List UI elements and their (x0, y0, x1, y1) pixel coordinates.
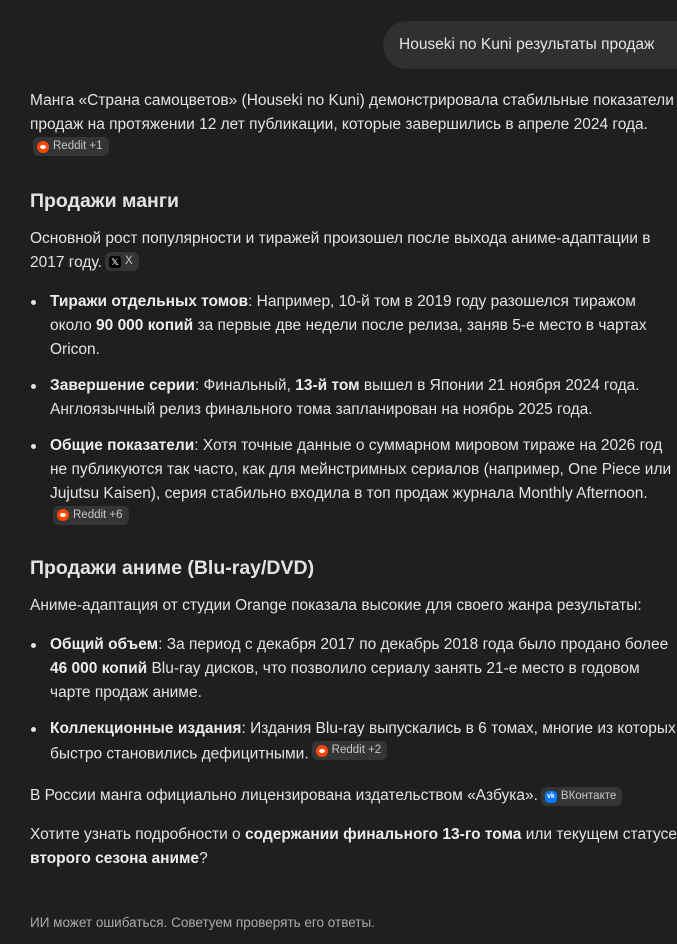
list-item-title: Завершение серии (50, 376, 195, 394)
russia-paragraph (30, 784, 677, 808)
reddit-icon (37, 141, 49, 153)
manga-lead-text: Основной рост популярности и тиражей произошел после выхода аниме-адаптации в 2017 году. (30, 229, 651, 271)
source-chip-label: Reddit +2 (331, 744, 382, 756)
manga-sales-list (30, 290, 677, 532)
anime-sales-heading: Продажи аниме (Blu-ray/DVD) (30, 557, 315, 579)
list-item-title: Общие показатели (50, 436, 195, 454)
ai-disclaimer: ИИ может ошибаться. Советуем проверять его ответы. (30, 915, 375, 930)
intro-paragraph (30, 89, 677, 163)
list-item-text: за первые две недели после релиза, заняв 5-е место в чартах Oricon. (50, 316, 647, 358)
anime-sales-list (30, 633, 677, 767)
followup-highlight: второго сезона аниме (30, 849, 200, 867)
source-chip-label: X (124, 255, 133, 267)
list-item-text: : Финальный, (194, 376, 296, 394)
list-item-text: : Хотя точные данные о суммарном мировом тираже на 2026 год не публикуются так часто, как для мейнстримных сериалов (например, One Piece или Jujutsu Kaisen), серия стабильно входила в топ продаж журнала Monthly Afternoon. (50, 436, 672, 502)
source-chip-label: Reddit +1 (53, 140, 103, 152)
list-item-title: Коллекционные издания (50, 720, 242, 737)
source-chip-reddit[interactable] (53, 506, 129, 525)
source-chip-x[interactable] (105, 252, 139, 271)
manga-sales-heading: Продажи манги (30, 189, 179, 212)
source-chip-vk[interactable] (541, 787, 622, 806)
intro-text: Манга «Страна самоцветов» (Houseki no Kuni) демонстрировала стабильные показатели продаж на протяжении 12 лет публикации, которые завершились в апреле 2024 года. (30, 92, 674, 133)
list-item-text: : За период с декабря 2017 по декабрь 2018 года было продано более (158, 636, 669, 653)
followup-text: Хотите узнать подробности о (30, 825, 245, 843)
source-chip-label: ВКонтакте (560, 790, 617, 802)
source-chip-reddit[interactable] (33, 137, 109, 156)
list-item-text: : Издания Blu-ray выпускались в 6 томах, многие из которых быстро становились дефицитными. (50, 720, 676, 763)
followup-paragraph (30, 823, 677, 871)
followup-text: ? (199, 849, 208, 867)
russia-text: В России манга официально лицензирована издательством «Азбука». (30, 786, 538, 804)
list-item-highlight: 13-й том (295, 376, 360, 394)
reddit-icon (316, 745, 328, 757)
source-chip-label: Reddit +6 (73, 508, 123, 521)
vk-icon: vk (545, 791, 557, 803)
x-icon: 𝕏 (109, 256, 121, 268)
reddit-icon (57, 509, 69, 521)
list-item-title: Общий объем (50, 636, 159, 653)
list-item-highlight: 46 000 копий (50, 660, 148, 677)
list-item-highlight: 90 000 копий (96, 316, 194, 334)
list-item-text: : Например, 10-й том в 2019 году разошелся тиражом около (50, 292, 636, 334)
list-item-text: Blu-ray дисков, что позволило сериалу занять 21-е место в годовом чарте продаж аниме. (50, 660, 640, 701)
list-item-text: вышел в Японии 21 ноября 2024 года. Англоязычный релиз финального тома запланирован на ноябрь 2025 года. (50, 376, 640, 418)
anime-lead-paragraph (30, 594, 677, 618)
followup-text: или текущем статусе (521, 825, 677, 843)
user-query-bubble (383, 21, 677, 69)
list-item (30, 633, 677, 705)
followup-highlight: содержании финального 13-го тома (245, 825, 522, 843)
user-query-text: Houseki no Kuni результаты продаж (399, 36, 655, 53)
list-item-title: Тиражи отдельных томов (50, 292, 249, 310)
ai-answer (30, 89, 677, 871)
list-item (30, 374, 677, 422)
list-item (30, 434, 677, 532)
list-item (30, 290, 677, 362)
manga-lead-paragraph (30, 227, 677, 275)
source-chip-reddit[interactable] (312, 741, 388, 760)
list-item (30, 717, 677, 767)
anime-lead-text: Аниме-адаптация от студии Orange показала высокие для своего жанра результаты: (30, 597, 642, 614)
